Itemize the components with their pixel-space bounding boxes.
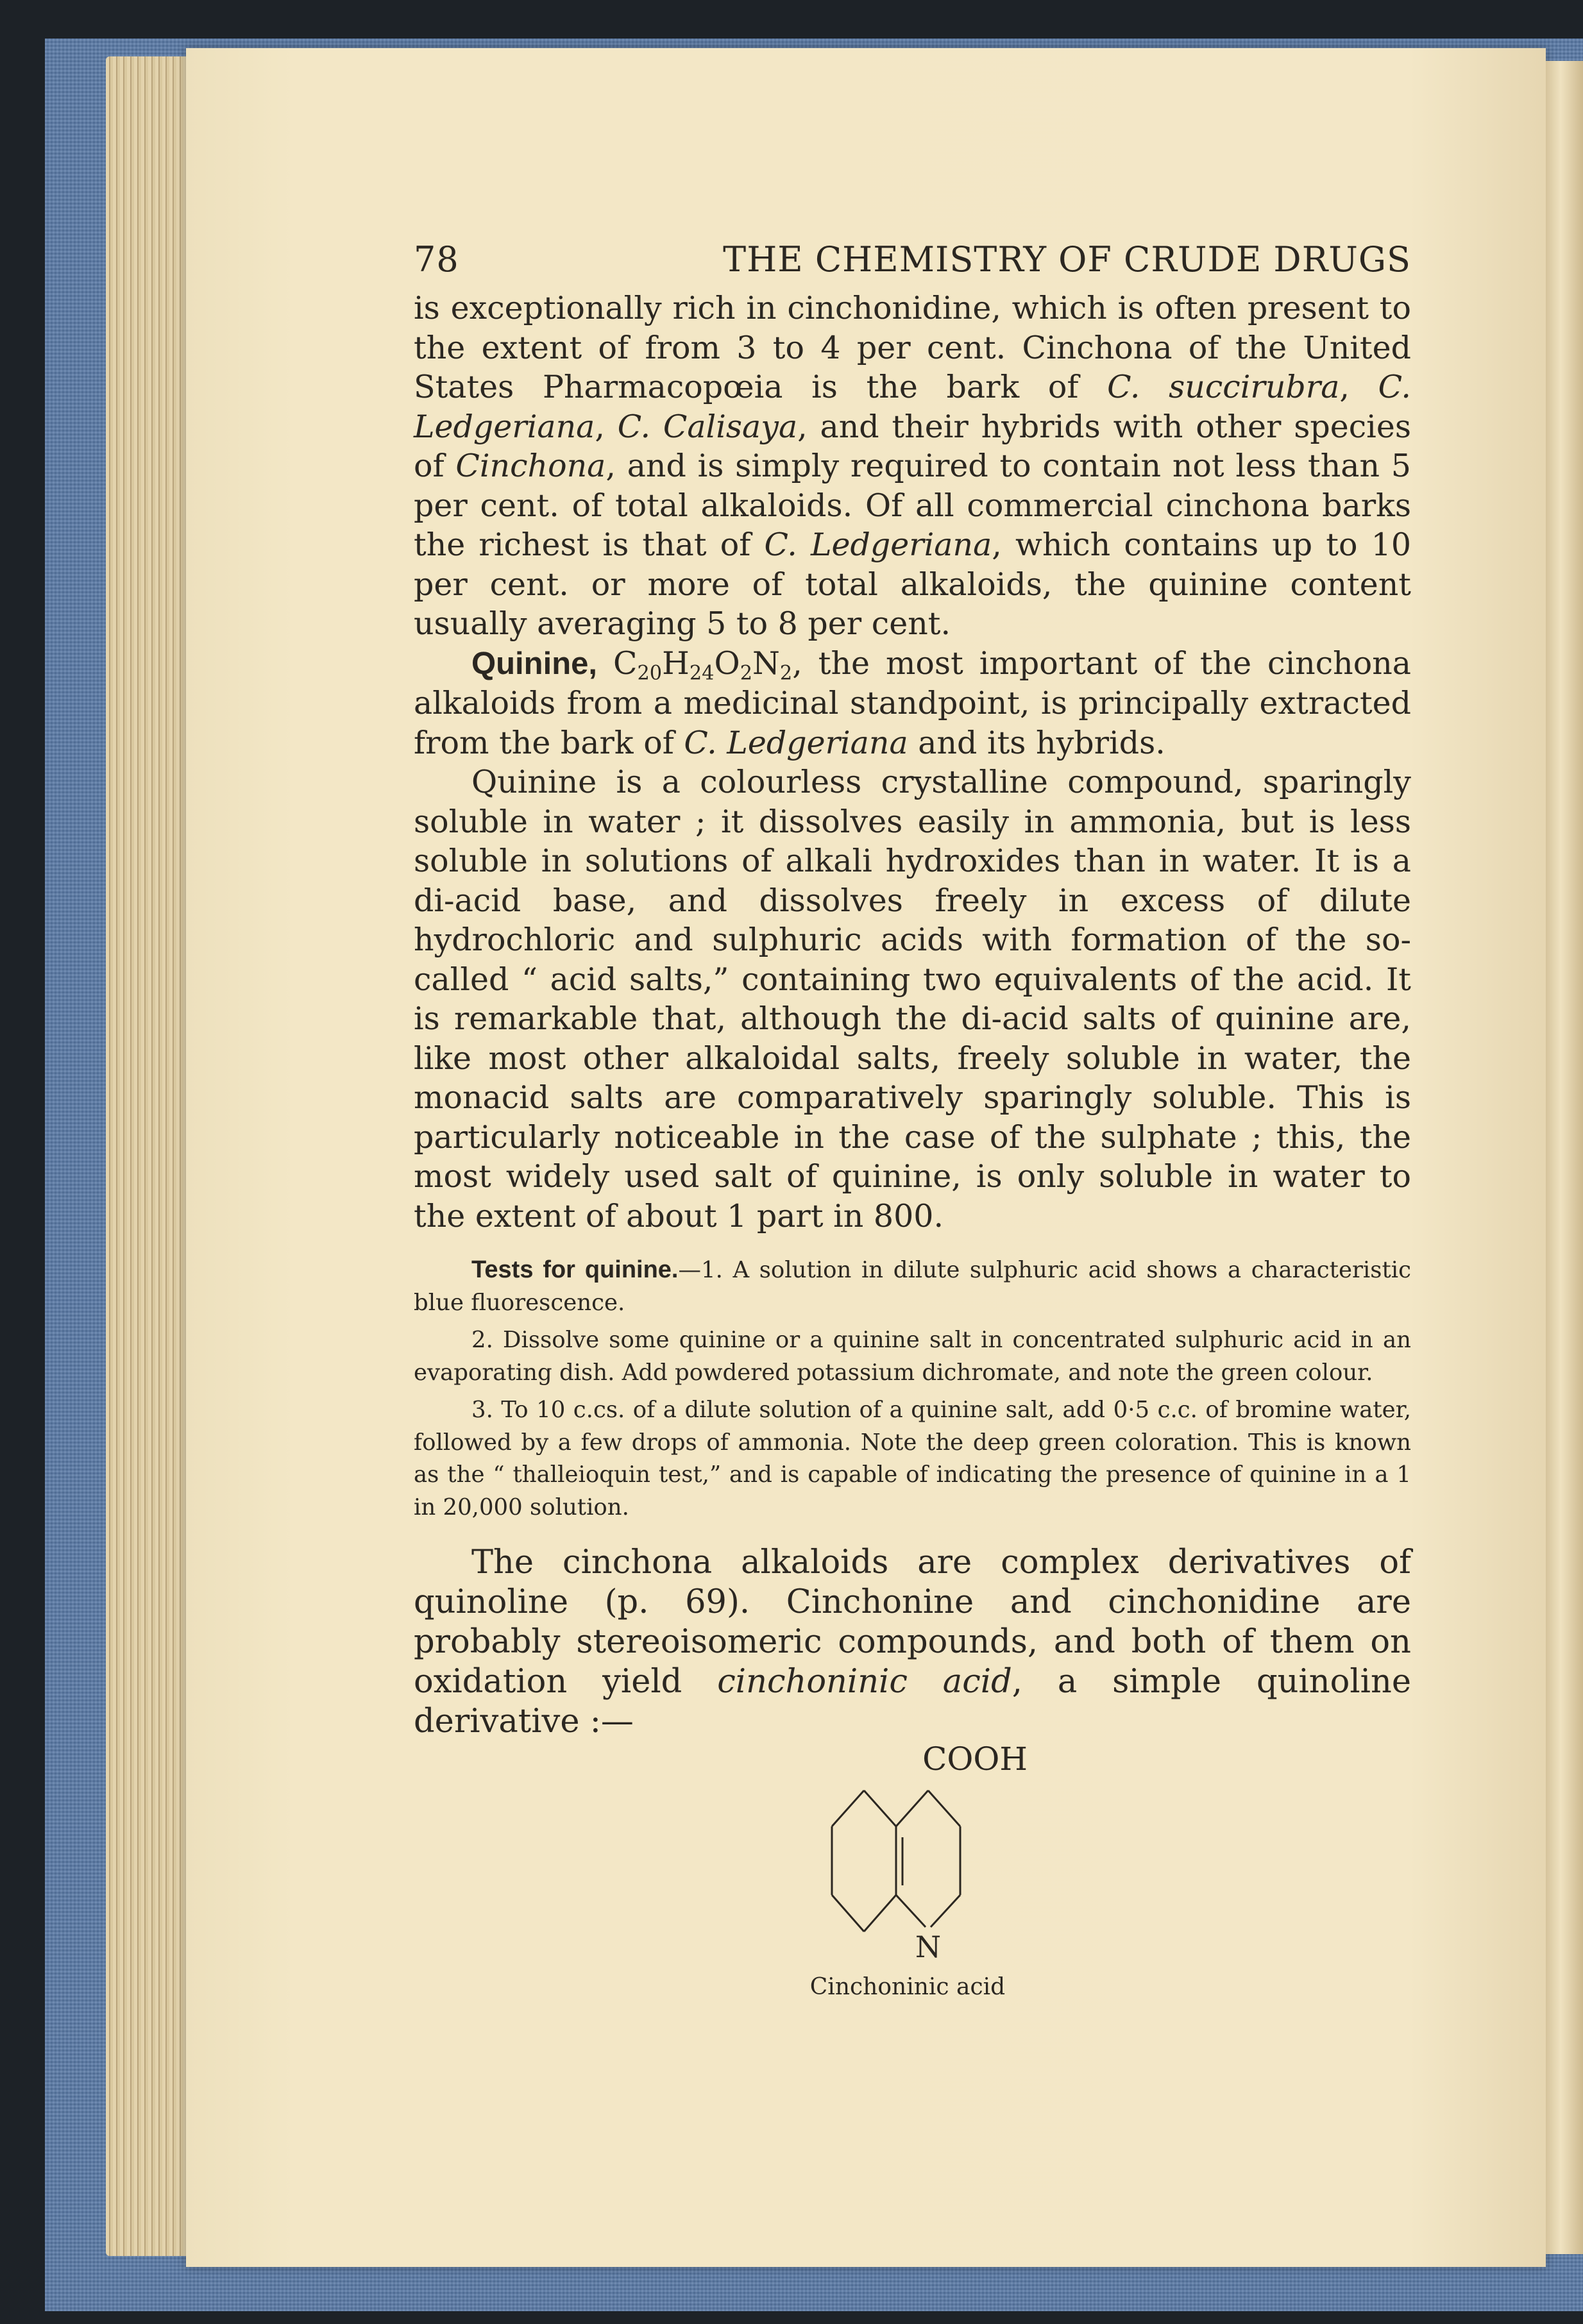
formula-subscript: 2	[740, 662, 753, 684]
running-title: THE CHEMISTRY OF CRUDE DRUGS	[723, 239, 1411, 280]
bond	[832, 1895, 864, 1932]
paragraph-1	[414, 289, 1411, 644]
formula-element: C	[613, 644, 638, 682]
tests-heading: Tests for quinine.	[471, 1256, 679, 1283]
punct: ,	[595, 408, 618, 445]
main-text	[414, 289, 1411, 1236]
bond	[931, 1895, 960, 1927]
paragraph-3: Quinine is a colourless crystalline compound, sparingly soluble in water ; it dissolves easily in ammonia, but is less soluble in solutions of alkali hydroxides than in water. It is a di-acid base, and dissolves freely in excess of dilute hydrochloric and sulphuric acids with formation of the so-called “ acid salts,” containing two equivalents of the acid. It is remarkable that, although the di-acid salts of quinine are, like most other alkaloidal salts, freely soluble in water, the monacid salts are comparatively sparingly soluble. This is particularly noticeable in the case of the sulphate ; this, the most widely used salt of quinine, is only soluble in water to the extent of about 1 part in 800.	[414, 764, 1411, 1234]
structure-caption: Cinchoninic acid	[809, 1974, 1006, 2000]
paragraph-2	[414, 644, 1411, 763]
term-quinine: Quinine,	[471, 646, 597, 681]
species-name: C. succirubra	[1107, 369, 1340, 405]
para1-text: , which contains up to 10 per cent. or more of total alkaloids, the quinine content usually averaging 5 to 8 per cent.	[414, 526, 1411, 642]
punct: ,	[1339, 369, 1378, 405]
closing-text	[414, 1543, 1411, 1742]
bond	[864, 1790, 896, 1826]
formula-subscript: 24	[689, 662, 715, 684]
quinoline-rings	[832, 1790, 960, 1932]
page-number: 78	[414, 239, 459, 280]
bond	[896, 1790, 928, 1826]
test-1-text: —1. A solution in dilute sulphuric acid shows a characteristic blue fluorescence.	[414, 1257, 1411, 1316]
bond	[896, 1895, 926, 1927]
bond	[864, 1895, 896, 1932]
para1-text: , and their hybrids with other species of	[414, 408, 1411, 484]
species-name: C. Calisaya	[617, 408, 798, 445]
para4-text: The cinchona alkaloids are complex derivatives of quinoline (p. 69). Cinchonine and cinchonidine are probably stereoisomeric compounds, and both of them on oxidation yield	[414, 1544, 1411, 1701]
cinchoninic-acid-structure	[792, 1731, 1036, 2001]
species-name: C. Ledgeriana	[414, 369, 1411, 445]
test-3: 3. To 10 c.cs. of a dilute solution of a quinine salt, add 0·5 c.c. of bromine water, followed by a few drops of ammonia. Note the deep green coloration. This is known as the “ thalleioquin test,” and is capable of indicating the presence of quinine in a 1 in 20,000 solution.	[414, 1397, 1411, 1520]
cooh-label: COOH	[922, 1740, 1028, 1778]
para1-text: , and is simply required to contain not less than 5 per cent. of total alkaloids. Of all commercial cinchona barks the richest is that of	[414, 448, 1411, 563]
compound-name: cinchoninic acid	[717, 1663, 1012, 1701]
next-page-edge	[1546, 61, 1583, 2254]
species-name: C. Ledgeriana	[764, 526, 992, 563]
para2-text: , the most important of the cinchona alkaloids from a medicinal standpoint, is principally extracted from the bark of	[414, 644, 1411, 761]
species-name: C. Ledgeriana	[684, 724, 908, 761]
running-head	[414, 231, 1411, 289]
formula-subscript: 2	[779, 662, 793, 684]
genus-name: Cinchona	[455, 448, 606, 484]
text-block	[414, 231, 1411, 1742]
formula-element: H	[662, 644, 690, 682]
bond	[832, 1790, 864, 1826]
test-2: 2. Dissolve some quinine or a quinine salt in concentrated sulphuric acid in an evaporating dish. Add powdered potassium dichromate, and note the green colour.	[414, 1327, 1411, 1386]
formula-subscript: 20	[637, 662, 663, 684]
para1-text: is exceptionally rich in cinchonidine, which is often present to the extent of from 3 to 4 per cent. Cinchona of the United States Pharmacopœia is the bark of	[414, 290, 1411, 405]
bond	[928, 1790, 960, 1826]
formula-element: O	[714, 644, 740, 682]
para2-text: and its hybrids.	[908, 724, 1165, 761]
test-1	[414, 1254, 1411, 1319]
formula-element: N	[752, 644, 780, 682]
paragraph-4	[414, 1543, 1411, 1742]
chemical-formula	[613, 645, 792, 682]
tests-section	[414, 1254, 1411, 1524]
nitrogen-label: N	[915, 1930, 942, 1964]
para4-text: , a simple quinoline derivative :—	[414, 1663, 1411, 1740]
